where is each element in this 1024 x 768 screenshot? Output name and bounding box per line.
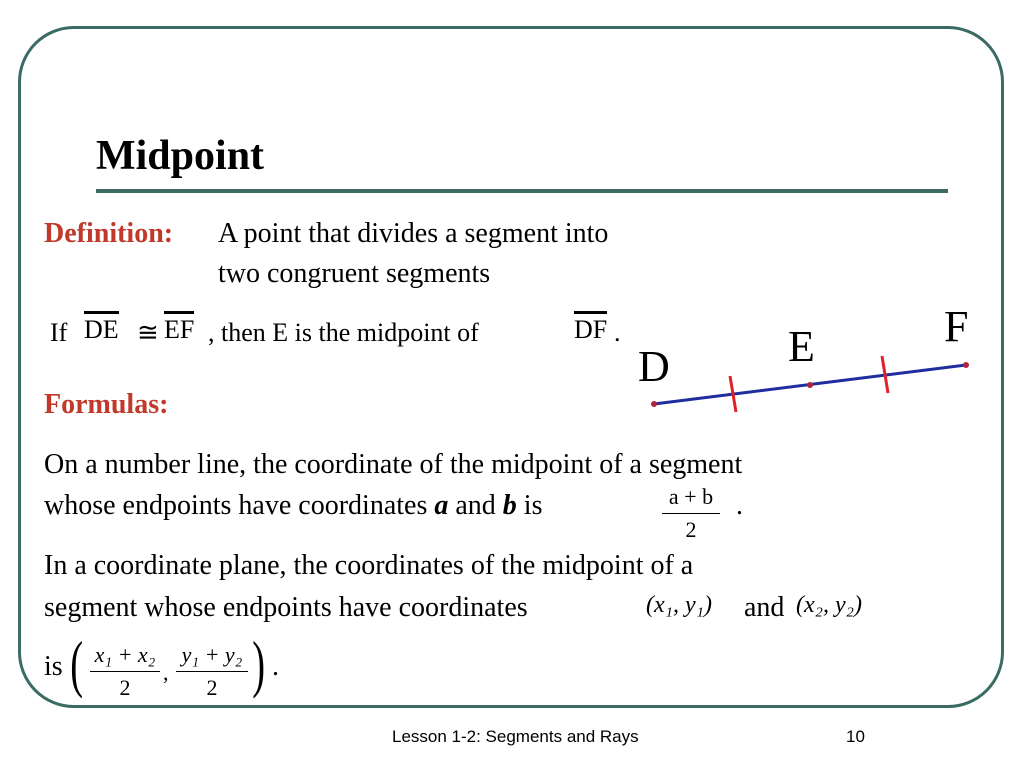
slide-title: Midpoint xyxy=(96,133,265,179)
numberline-line-1: On a number line, the coordinate of the midpoint of a segment xyxy=(44,449,743,480)
mid-x-numerator: x₁ + x₂ xyxy=(94,642,156,667)
if-word: If xyxy=(50,318,68,347)
definition-line-1: A point that divides a segment into xyxy=(218,218,609,249)
segment-de xyxy=(84,315,119,345)
fraction-denominator: 2 xyxy=(685,517,697,542)
point-2-coords: (x₂, y₂) xyxy=(796,592,862,618)
is-word-2: is xyxy=(44,651,63,682)
mid-y-denominator: 2 xyxy=(206,675,218,700)
plane-line-2: segment whose endpoints have coordinates xyxy=(44,592,528,623)
footer-lesson: Lesson 1-2: Segments and Rays xyxy=(392,727,639,746)
point-f xyxy=(963,362,969,368)
definition-label: Definition: xyxy=(44,218,174,249)
segment-df xyxy=(574,315,607,345)
definition-line-2: two congruent segments xyxy=(218,258,491,289)
left-paren: ( xyxy=(70,628,84,699)
label-e: E xyxy=(788,322,815,371)
statement-period: . xyxy=(614,318,621,347)
congruent-symbol: ≅ xyxy=(137,318,159,347)
var-a: a xyxy=(434,490,449,521)
numberline-line-2 xyxy=(44,489,542,523)
title-underline xyxy=(96,189,948,193)
plane-line-1: In a coordinate plane, the coordinates of the midpoint of a xyxy=(44,550,694,581)
and-word-2: and xyxy=(744,592,785,623)
mid-x-bar xyxy=(90,671,160,672)
var-b: b xyxy=(502,490,517,521)
mid-x-denominator: 2 xyxy=(119,675,131,700)
footer-page-number: 10 xyxy=(846,727,865,746)
coord-comma: , xyxy=(163,660,169,685)
point-e xyxy=(807,382,813,388)
fraction-numerator: a + b xyxy=(668,484,714,509)
and-word: and xyxy=(455,490,496,521)
formulas-label: Formulas: xyxy=(44,389,169,420)
numberline-period: . xyxy=(736,490,743,521)
fraction-bar xyxy=(662,513,720,514)
point-1-coords: (x₁, y₁) xyxy=(646,592,712,618)
is-word: is xyxy=(523,490,543,521)
point-d xyxy=(651,401,657,407)
mid-y-numerator: y₁ + y₂ xyxy=(181,642,243,667)
right-paren: ) xyxy=(252,628,266,699)
mid-y-bar xyxy=(176,671,248,672)
formula-period: . xyxy=(272,651,279,682)
label-f: F xyxy=(944,302,969,351)
segment-ef-text: EF xyxy=(164,311,194,344)
midpoint-x-fraction xyxy=(90,642,160,701)
label-d: D xyxy=(638,342,670,391)
segment-de-text: DE xyxy=(84,311,119,344)
then-text: , then E is the midpoint of xyxy=(208,318,479,347)
midpoint-y-fraction xyxy=(176,642,248,701)
numberline-midpoint-fraction xyxy=(662,484,720,543)
segment-df-text: DF xyxy=(574,311,607,344)
segment-ef xyxy=(164,315,194,345)
numberline-text: whose endpoints have coordinates xyxy=(44,490,428,521)
